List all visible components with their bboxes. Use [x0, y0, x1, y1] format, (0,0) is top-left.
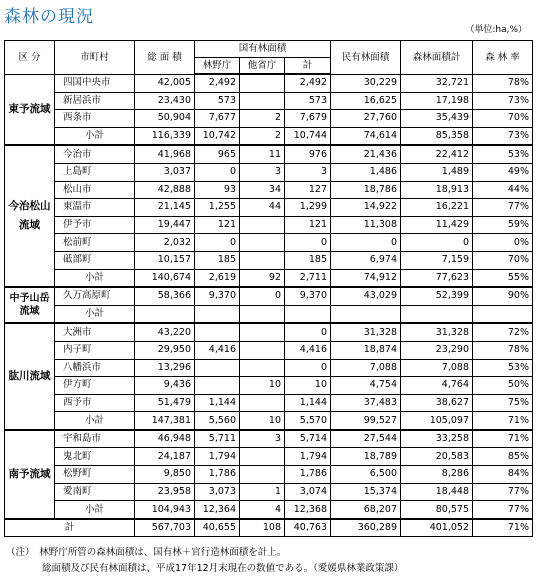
table-row	[5, 163, 533, 181]
table-row	[5, 287, 533, 305]
forest-rate-cell: 53%	[473, 145, 533, 163]
private-forest-cell: 21,436	[331, 145, 401, 163]
municipality-cell: 愛南町	[55, 483, 135, 501]
national-total-cell: 127	[285, 181, 331, 199]
forest-total-cell: 52,399	[401, 287, 473, 305]
national-total-cell: 0	[285, 234, 331, 252]
rinyacho-cell: 2,619	[195, 269, 240, 287]
grand-total-row	[5, 519, 533, 537]
municipality-cell: 宇和島市	[55, 430, 135, 448]
footnote-1: （注） 林野庁所管の森林面積は、国有林＋官行造林面積を計上。	[6, 547, 287, 558]
total-area-cell: 13,296	[135, 359, 195, 377]
region-cell: 南予流域	[5, 430, 55, 519]
header-national-forest: 国有林面積	[195, 41, 331, 58]
table-row	[5, 74, 533, 92]
forest-rate-cell: 72%	[473, 323, 533, 341]
other-ministry-cell	[240, 305, 285, 323]
total-area-cell: 116,339	[135, 127, 195, 145]
total-area-cell: 51,479	[135, 394, 195, 412]
forest-total-cell: 16,221	[401, 199, 473, 217]
total-area-cell: 9,436	[135, 377, 195, 395]
private-forest-cell	[331, 305, 401, 323]
forest-rate-cell: 73%	[473, 127, 533, 145]
private-forest-cell: 0	[331, 234, 401, 252]
national-total-cell: 5,570	[285, 412, 331, 430]
forest-rate-cell: 44%	[473, 181, 533, 199]
rinyacho-cell: 4,416	[195, 341, 240, 359]
forest-total-cell: 32,721	[401, 74, 473, 92]
rinyacho-cell: 93	[195, 181, 240, 199]
total-area-cell: 50,904	[135, 110, 195, 128]
grand-private-forest-cell: 360,289	[331, 519, 401, 537]
table-row	[5, 377, 533, 395]
other-ministry-cell: 10	[240, 377, 285, 395]
table-row	[5, 251, 533, 269]
forest-rate-cell: 71%	[473, 430, 533, 448]
municipality-cell: 伊予市	[55, 216, 135, 234]
forest-rate-cell: 0%	[473, 234, 533, 252]
total-area-cell: 43,220	[135, 323, 195, 341]
national-total-cell: 1,794	[285, 448, 331, 466]
total-area-cell: 104,943	[135, 501, 195, 519]
private-forest-cell: 18,874	[331, 341, 401, 359]
forest-total-cell: 35,439	[401, 110, 473, 128]
rinyacho-cell: 0	[195, 234, 240, 252]
other-ministry-cell: 92	[240, 269, 285, 287]
other-ministry-cell: 3	[240, 163, 285, 181]
national-total-cell: 9,370	[285, 287, 331, 305]
forest-rate-cell: 50%	[473, 377, 533, 395]
total-area-cell: 29,950	[135, 341, 195, 359]
rinyacho-cell: 965	[195, 145, 240, 163]
subtotal-label: 小計	[55, 412, 135, 430]
private-forest-cell: 27,544	[331, 430, 401, 448]
total-area-cell: 19,447	[135, 216, 195, 234]
other-ministry-cell	[240, 323, 285, 341]
private-forest-cell: 11,308	[331, 216, 401, 234]
table-row	[5, 234, 533, 252]
rinyacho-cell: 1,144	[195, 394, 240, 412]
header-total-area: 総 面 積	[135, 41, 195, 75]
forest-total-cell: 77,623	[401, 269, 473, 287]
forest-total-cell: 18,448	[401, 483, 473, 501]
total-area-cell	[135, 305, 195, 323]
table-row	[5, 430, 533, 448]
grand-total-area-cell: 567,703	[135, 519, 195, 537]
region-cell: 肱川流域	[5, 323, 55, 430]
header-national-total: 計	[285, 57, 331, 74]
total-area-cell: 58,366	[135, 287, 195, 305]
rinyacho-cell: 12,364	[195, 501, 240, 519]
total-area-cell: 3,037	[135, 163, 195, 181]
forest-rate-cell: 90%	[473, 287, 533, 305]
grand-forest-total-cell: 401,052	[401, 519, 473, 537]
other-ministry-cell	[240, 74, 285, 92]
forest-rate-cell: 49%	[473, 163, 533, 181]
municipality-cell: 松野町	[55, 466, 135, 484]
private-forest-cell: 6,500	[331, 466, 401, 484]
header-region: 区 分	[5, 41, 55, 75]
other-ministry-cell: 10	[240, 412, 285, 430]
forest-rate-cell: 73%	[473, 92, 533, 110]
national-total-cell: 3	[285, 163, 331, 181]
header-forest-total: 森林面積計	[401, 41, 473, 75]
forest-total-cell: 18,913	[401, 181, 473, 199]
other-ministry-cell	[240, 466, 285, 484]
other-ministry-cell: 2	[240, 127, 285, 145]
rinyacho-cell	[195, 377, 240, 395]
forest-rate-cell: 85%	[473, 448, 533, 466]
national-total-cell: 185	[285, 251, 331, 269]
forest-total-cell: 105,097	[401, 412, 473, 430]
private-forest-cell: 6,974	[331, 251, 401, 269]
total-area-cell: 42,888	[135, 181, 195, 199]
region-cell: 今治松山流域	[5, 145, 55, 287]
forest-rate-cell: 77%	[473, 501, 533, 519]
table-row	[5, 359, 533, 377]
other-ministry-cell	[240, 92, 285, 110]
header-rinyacho: 林野庁	[195, 57, 240, 74]
national-total-cell: 4,416	[285, 341, 331, 359]
national-total-cell: 7,679	[285, 110, 331, 128]
forest-rate-cell: 70%	[473, 251, 533, 269]
rinyacho-cell	[195, 359, 240, 377]
municipality-cell: 八幡浜市	[55, 359, 135, 377]
forest-rate-cell	[473, 305, 533, 323]
forest-total-cell	[401, 305, 473, 323]
table-header	[5, 41, 533, 75]
private-forest-cell: 99,527	[331, 412, 401, 430]
private-forest-cell: 16,625	[331, 92, 401, 110]
forest-rate-cell: 55%	[473, 269, 533, 287]
grand-national-total-cell: 40,763	[285, 519, 331, 537]
grand-total-label: 計	[5, 519, 135, 537]
total-area-cell: 140,674	[135, 269, 195, 287]
private-forest-cell: 14,922	[331, 199, 401, 217]
municipality-cell: 西予市	[55, 394, 135, 412]
rinyacho-cell: 5,711	[195, 430, 240, 448]
municipality-cell: 新居浜市	[55, 92, 135, 110]
forest-rate-cell: 70%	[473, 110, 533, 128]
other-ministry-cell: 3	[240, 430, 285, 448]
forest-total-cell: 80,575	[401, 501, 473, 519]
header-municipality: 市町村	[55, 41, 135, 75]
forest-rate-cell: 78%	[473, 74, 533, 92]
subtotal-row	[5, 501, 533, 519]
other-ministry-cell: 44	[240, 199, 285, 217]
national-total-cell: 1,144	[285, 394, 331, 412]
other-ministry-cell: 1	[240, 483, 285, 501]
subtotal-row	[5, 269, 533, 287]
other-ministry-cell: 2	[240, 110, 285, 128]
forest-rate-cell: 53%	[473, 359, 533, 377]
municipality-cell: 久万高原町	[55, 287, 135, 305]
private-forest-cell: 74,912	[331, 269, 401, 287]
rinyacho-cell	[195, 305, 240, 323]
total-area-cell: 2,032	[135, 234, 195, 252]
forest-rate-cell: 77%	[473, 199, 533, 217]
region-cell: 東予流域	[5, 74, 55, 145]
rinyacho-cell: 3,073	[195, 483, 240, 501]
other-ministry-cell: 0	[240, 287, 285, 305]
private-forest-cell: 15,374	[331, 483, 401, 501]
private-forest-cell: 27,760	[331, 110, 401, 128]
rinyacho-cell: 573	[195, 92, 240, 110]
page-title: 森林の現況	[4, 7, 94, 27]
private-forest-cell: 18,786	[331, 181, 401, 199]
total-area-cell: 41,968	[135, 145, 195, 163]
other-ministry-cell	[240, 216, 285, 234]
national-total-cell	[285, 305, 331, 323]
total-area-cell: 21,145	[135, 199, 195, 217]
private-forest-cell: 30,229	[331, 74, 401, 92]
municipality-cell: 西条市	[55, 110, 135, 128]
municipality-cell: 松山市	[55, 181, 135, 199]
forest-rate-cell: 59%	[473, 216, 533, 234]
rinyacho-cell: 2,492	[195, 74, 240, 92]
national-total-cell: 3,074	[285, 483, 331, 501]
national-total-cell: 10,744	[285, 127, 331, 145]
header-forest-rate: 森 林 率	[473, 41, 533, 75]
total-area-cell: 10,157	[135, 251, 195, 269]
rinyacho-cell: 1,794	[195, 448, 240, 466]
total-area-cell: 9,850	[135, 466, 195, 484]
total-area-cell: 42,005	[135, 74, 195, 92]
table-row	[5, 466, 533, 484]
footnote-2: 総面積及び民有林面積は、平成17年12月末現在の数値である。（愛媛県林業政策課）	[42, 563, 404, 574]
header-other-ministry: 他省庁	[240, 57, 285, 74]
forest-total-cell: 7,088	[401, 359, 473, 377]
national-total-cell: 2,711	[285, 269, 331, 287]
municipality-cell: 伊方町	[55, 377, 135, 395]
rinyacho-cell: 10,742	[195, 127, 240, 145]
private-forest-cell: 18,789	[331, 448, 401, 466]
forest-total-cell: 8,286	[401, 466, 473, 484]
rinyacho-cell	[195, 323, 240, 341]
private-forest-cell: 74,614	[331, 127, 401, 145]
table-row	[5, 448, 533, 466]
total-area-cell: 23,958	[135, 483, 195, 501]
table-row	[5, 110, 533, 128]
forest-total-cell: 0	[401, 234, 473, 252]
footnotes	[6, 545, 403, 577]
grand-other-ministry-cell: 108	[240, 519, 285, 537]
table-row	[5, 483, 533, 501]
municipality-cell: 今治市	[55, 145, 135, 163]
grand-rinyacho-cell: 40,655	[195, 519, 240, 537]
table-row	[5, 145, 533, 163]
other-ministry-cell: 11	[240, 145, 285, 163]
table-row	[5, 181, 533, 199]
forest-total-cell: 17,198	[401, 92, 473, 110]
other-ministry-cell	[240, 448, 285, 466]
other-ministry-cell: 34	[240, 181, 285, 199]
forest-total-cell: 85,358	[401, 127, 473, 145]
total-area-cell: 23,430	[135, 92, 195, 110]
national-total-cell: 2,492	[285, 74, 331, 92]
rinyacho-cell: 7,677	[195, 110, 240, 128]
municipality-cell: 東温市	[55, 199, 135, 217]
private-forest-cell: 37,483	[331, 394, 401, 412]
forest-total-cell: 11,429	[401, 216, 473, 234]
forest-rate-cell: 78%	[473, 341, 533, 359]
municipality-cell: 砥部町	[55, 251, 135, 269]
other-ministry-cell: 4	[240, 501, 285, 519]
forest-total-cell: 38,627	[401, 394, 473, 412]
national-total-cell: 0	[285, 359, 331, 377]
national-total-cell: 12,368	[285, 501, 331, 519]
subtotal-row	[5, 127, 533, 145]
private-forest-cell: 4,754	[331, 377, 401, 395]
municipality-cell: 内子町	[55, 341, 135, 359]
forest-total-cell: 1,489	[401, 163, 473, 181]
subtotal-row	[5, 305, 533, 323]
table-body	[5, 74, 533, 537]
municipality-cell: 松前町	[55, 234, 135, 252]
grand-forest-rate-cell: 71%	[473, 519, 533, 537]
forest-total-cell: 22,412	[401, 145, 473, 163]
national-total-cell: 10	[285, 377, 331, 395]
forest-total-cell: 4,764	[401, 377, 473, 395]
forest-table	[4, 40, 533, 537]
national-total-cell: 1,299	[285, 199, 331, 217]
private-forest-cell: 68,207	[331, 501, 401, 519]
forest-total-cell: 31,328	[401, 323, 473, 341]
municipality-cell: 鬼北町	[55, 448, 135, 466]
forest-rate-cell: 71%	[473, 412, 533, 430]
subtotal-label: 小計	[55, 501, 135, 519]
private-forest-cell: 43,029	[331, 287, 401, 305]
private-forest-cell: 31,328	[331, 323, 401, 341]
table-row	[5, 394, 533, 412]
rinyacho-cell: 9,370	[195, 287, 240, 305]
national-total-cell: 976	[285, 145, 331, 163]
total-area-cell: 24,187	[135, 448, 195, 466]
national-total-cell: 573	[285, 92, 331, 110]
table-row	[5, 199, 533, 217]
rinyacho-cell: 1,255	[195, 199, 240, 217]
private-forest-cell: 1,486	[331, 163, 401, 181]
rinyacho-cell: 185	[195, 251, 240, 269]
unit-label: （単位:ha,%）	[465, 25, 527, 35]
municipality-cell: 上島町	[55, 163, 135, 181]
rinyacho-cell: 0	[195, 163, 240, 181]
table-row	[5, 341, 533, 359]
subtotal-label: 小計	[55, 269, 135, 287]
header-private-forest: 民有林面積	[331, 41, 401, 75]
forest-total-cell: 20,583	[401, 448, 473, 466]
other-ministry-cell	[240, 394, 285, 412]
other-ministry-cell	[240, 234, 285, 252]
other-ministry-cell	[240, 251, 285, 269]
region-cell: 中予山岳流域	[5, 287, 55, 323]
total-area-cell: 46,948	[135, 430, 195, 448]
forest-rate-cell: 84%	[473, 466, 533, 484]
rinyacho-cell: 5,560	[195, 412, 240, 430]
forest-rate-cell: 77%	[473, 483, 533, 501]
subtotal-label: 小計	[55, 127, 135, 145]
national-total-cell: 121	[285, 216, 331, 234]
rinyacho-cell: 121	[195, 216, 240, 234]
municipality-cell: 四国中央市	[55, 74, 135, 92]
forest-total-cell: 7,159	[401, 251, 473, 269]
other-ministry-cell	[240, 359, 285, 377]
national-total-cell: 1,786	[285, 466, 331, 484]
other-ministry-cell	[240, 341, 285, 359]
forest-rate-cell: 75%	[473, 394, 533, 412]
private-forest-cell: 7,088	[331, 359, 401, 377]
table-row	[5, 323, 533, 341]
table-row	[5, 216, 533, 234]
forest-total-cell: 23,290	[401, 341, 473, 359]
municipality-cell: 大洲市	[55, 323, 135, 341]
national-total-cell: 0	[285, 323, 331, 341]
rinyacho-cell: 1,786	[195, 466, 240, 484]
total-area-cell: 147,381	[135, 412, 195, 430]
national-total-cell: 5,714	[285, 430, 331, 448]
subtotal-row	[5, 412, 533, 430]
subtotal-label: 小計	[55, 305, 135, 323]
forest-total-cell: 33,258	[401, 430, 473, 448]
table-row	[5, 92, 533, 110]
